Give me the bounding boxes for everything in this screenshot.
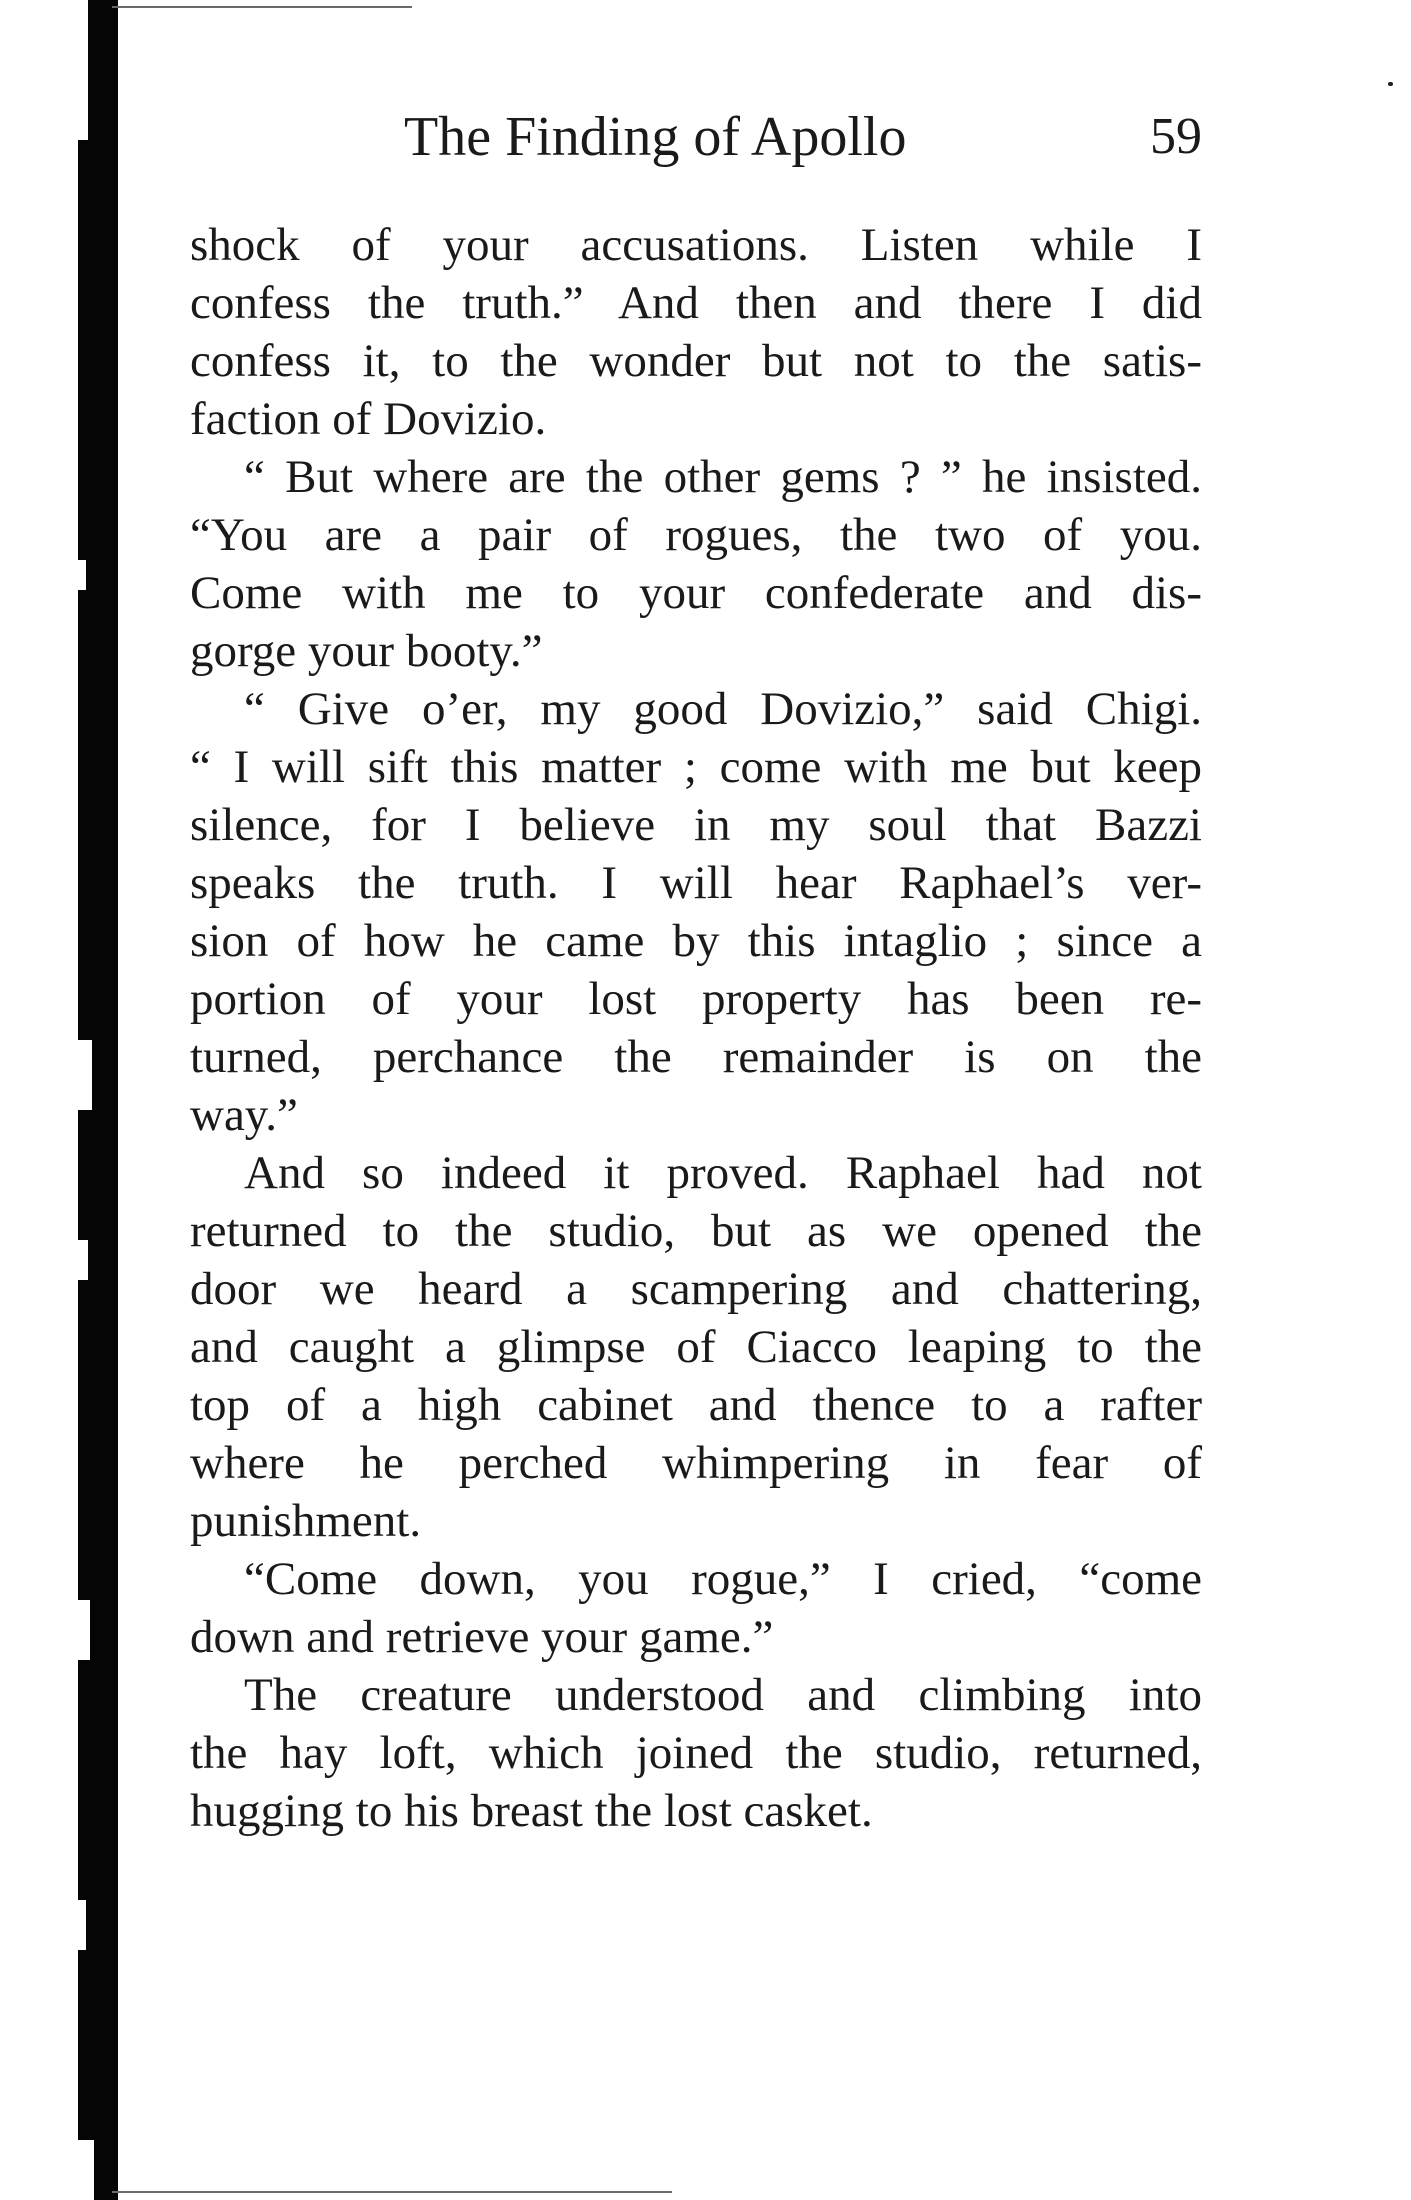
text-line: hugging to his breast the lost casket. <box>190 1785 873 1837</box>
text-line: where he perched whimpering in fear of <box>190 1437 1202 1489</box>
text-line: And so indeed it proved. Raphael had not <box>244 1147 1202 1199</box>
text-line: “You are a pair of rogues, the two of you. <box>190 509 1202 561</box>
text-line: way.” <box>190 1089 298 1141</box>
text-line: top of a high cabinet and thence to a rafter <box>190 1379 1202 1431</box>
body-text <box>190 216 1202 1840</box>
text-line: and caught a glimpse of Ciacco leaping to the <box>190 1321 1202 1373</box>
text-line: portion of your lost property has been re- <box>190 973 1202 1025</box>
page-number: 59 <box>1150 108 1202 165</box>
scan-top-rule <box>112 6 412 8</box>
scan-edge-notch <box>78 1040 92 1110</box>
text-line: silence, for I believe in my soul that Bazzi <box>190 799 1202 851</box>
scan-edge-notch <box>78 560 86 590</box>
page-header <box>190 104 1202 170</box>
text-line: turned, perchance the remainder is on the <box>190 1031 1202 1083</box>
text-line: the hay loft, which joined the studio, returned, <box>190 1727 1202 1779</box>
text-line: gorge your booty.” <box>190 625 543 677</box>
text-line: Come with me to your confederate and dis- <box>190 567 1202 619</box>
text-line: “ Give o’er, my good Dovizio,” said Chigi. <box>244 683 1202 735</box>
text-line: speaks the truth. I will hear Raphael’s ver- <box>190 857 1202 909</box>
text-line: punishment. <box>190 1495 422 1547</box>
scan-bottom-rule <box>112 2191 672 2193</box>
text-line: door we heard a scampering and chattering, <box>190 1263 1202 1315</box>
scan-edge-notch <box>78 0 88 140</box>
text-line: confess the truth.” And then and there I did <box>190 277 1202 329</box>
text-line: shock of your accusations. Listen while I <box>190 219 1202 271</box>
text-line: “ But where are the other gems ? ” he insisted. <box>244 451 1202 503</box>
scan-edge-notch <box>78 2140 94 2200</box>
text-line: confess it, to the wonder but not to the satis- <box>190 335 1202 387</box>
scan-edge-notch <box>78 1900 86 1950</box>
scan-edge-notch <box>78 1600 90 1660</box>
text-line: The creature understood and climbing into <box>244 1669 1202 1721</box>
running-title: The Finding of Apollo <box>404 106 907 168</box>
text-line: down and retrieve your game.” <box>190 1611 774 1663</box>
scan-binding-shadow <box>78 0 118 2200</box>
text-line: faction of Dovizio. <box>190 393 547 445</box>
text-line: “ I will sift this matter ; come with me but keep <box>190 741 1202 793</box>
text-line: returned to the studio, but as we opened the <box>190 1205 1202 1257</box>
scan-speck <box>1388 82 1393 86</box>
text-line: sion of how he came by this intaglio ; since a <box>190 915 1202 967</box>
text-line: “Come down, you rogue,” I cried, “come <box>244 1553 1202 1605</box>
scan-edge-notch <box>78 1240 88 1280</box>
